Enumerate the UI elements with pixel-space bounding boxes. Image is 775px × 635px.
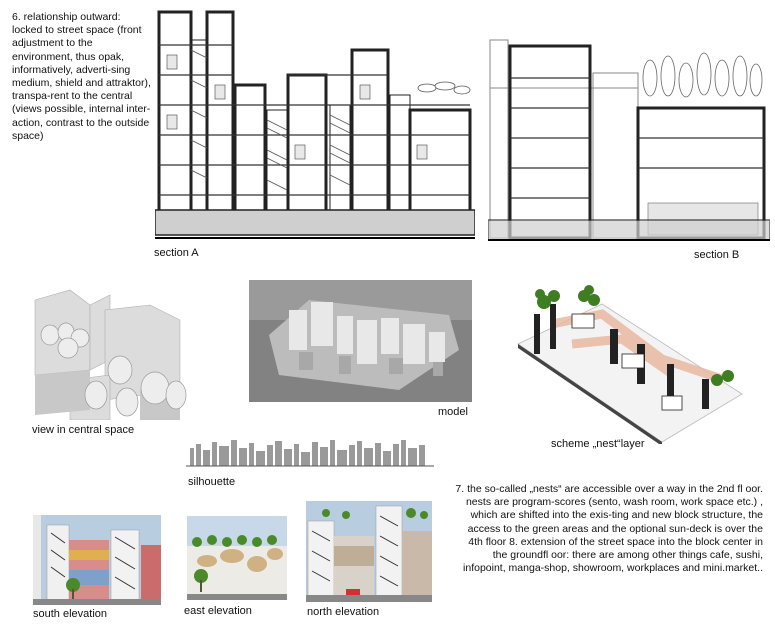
north-elevation-render <box>306 501 432 602</box>
caption-view-central-space: view in central space <box>32 424 135 436</box>
section-b-drawing <box>488 28 770 242</box>
caption-south-elevation: south elevation <box>33 608 107 620</box>
description-nests-and-street-extension: 7. the so-called „nests“ are accessible over a way in the 2nd fl oor. nests are program-scores (sento, wash room, work space etc.) , which are shifted into the exis-ting and new block structure, the access to the green areas and the optional sun-deck is over the 4th floor 8. extension of the street space into the block center in the groundfl oor: there are among other things cafe, sushi, infopoint, manga-shop, showroom, workplaces and mini.market.. <box>455 483 763 575</box>
caption-model: model <box>438 406 468 418</box>
silhouette-strip <box>186 436 434 474</box>
caption-section-b: section B <box>694 249 740 261</box>
section-a-drawing <box>155 10 475 240</box>
caption-east-elevation: east elevation <box>184 605 252 617</box>
caption-scheme-nest-layer: scheme „nest“layer <box>551 438 645 450</box>
model-photo <box>249 280 472 402</box>
caption-section-a: section A <box>154 247 199 259</box>
caption-north-elevation: north elevation <box>307 606 380 618</box>
east-elevation-render <box>187 516 287 600</box>
scheme-nest-layer-diagram <box>512 284 744 444</box>
south-elevation-render <box>33 515 161 605</box>
caption-silhouette: silhouette <box>188 476 236 488</box>
description-relationship-outward: 6. relationship outward: locked to street space (front adjustment to the environment, thus opak, informatively, adverti-sing medium, shield and attraktor), transpa-rent to the central (views possible, internal inter-action, contrast to the outside space) <box>12 11 151 142</box>
central-space-render <box>30 280 190 420</box>
